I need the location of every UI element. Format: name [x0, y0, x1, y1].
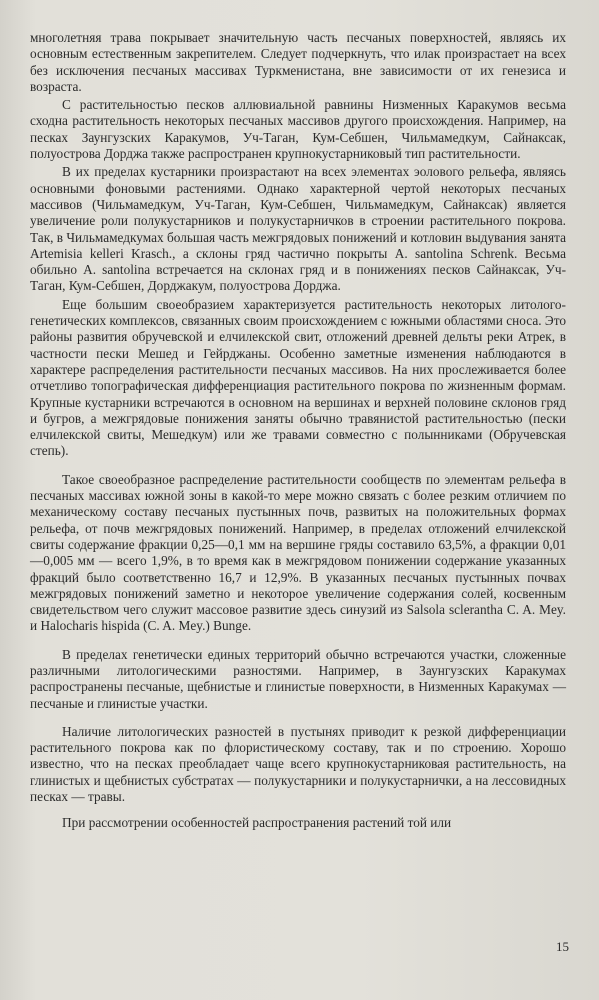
paragraph-2: С растительностью песков аллювиальной равнины Низменных Каракумов весьма сходна растительность некоторых песчаных массивов другого происхождения. Например, на песках Заунгузских Каракумов, Уч-Таган, Кум-Себшен, Чильмамедкум, Сайнаксак, полуострова Дорджа также распространен крупнокустарниковый тип растительности. [30, 97, 566, 162]
page-number: 15 [556, 939, 569, 954]
body-text [30, 30, 566, 832]
paragraph-3: В их пределах кустарники произрастают на всех элементах эолового рельефа, являясь основными фоновыми растениями. Однако характерной чертой некоторых песчаных массивов (Чильмамедкум, Уч-Таган, Кум-Себшен, Чильмамедкум, Сайнаксак) является увеличение роли полукустарников и полукустарничков в строении растительного покрова. Так, в Чильмамедкумах большая часть межгрядовых понижений и котловин выдувания занята Artemisia kelleri Krasch., а склоны гряд частично покрыты A. santolina Schrenk. Весьма обильно A. santolina встречается на склонах гряд и в понижениях песков Сайнаксак, Уч-Таган, Кум-Себшен, Дорджакум, полуострова Дорджа. [30, 164, 566, 294]
paragraph-1: многолетняя трава покрывает значительную часть песчаных поверхностей, являясь их основным естественным закрепителем. Следует подчеркнуть, что илак произрастает на всех без исключения песчаных массивах Туркменистана, вне зависимости от их генезиса и возраста. [30, 30, 566, 94]
paragraph-7: Наличие литологических разностей в пустынях приводит к резкой дифференциации растительного покрова как по флористическому составу, так и по строению. Хорошо известно, что на песках преобладает чаще всего крупнокустарниковая растительность, на глинистых и щебнистых субстратах — полукустарники и полукустарнички, а на лессовидных песках — травы. [30, 723, 566, 805]
paragraph-6: В пределах генетически единых территорий обычно встречаются участки, сложенные различными литологическими разностями. Например, в Заунгузских Каракумах распространены песчаные, щебнистые и глинистые поверхности, в Низменных Каракумах — песчаные и глинистые участки. [30, 646, 566, 711]
paragraph-4: Еще большим своеобразием характеризуется растительность некоторых литолого-генетических комплексов, связанных своим происхождением с южными областями сноса. Это районы развития обручевской и елчилекской свит, отложений древней дельты реки Атрек, в частности пески Мешед и Гейрджаны. Особенно заметные изменения наблюдаются в характере распределения растительности песчаных массивов. На них прослеживается более отчетливо топографическая дифференциация растительного покрова по жизненным формам. Крупные кустарники встречаются в основном на вершинах и верхней половине склонов гряд и бугров, а межгрядовые понижения заняты обычно травянистой растительностью (пески елчилекской свиты, Мешедкум) или же травами совместно с полынниками (Обручевская степь). [30, 296, 566, 459]
paragraph-8: При рассмотрении особенностей распространения растений той или [62, 815, 452, 831]
paragraph-5: Такое своеобразное распределение растительности сообществ по элементам рельефа в песчаных массивах южной зоны в какой-то мере можно связать с более резким отличием по механическому составу песчаных пустынных почв, развитых на положительных формах рельефа, от почв межгрядовых понижений. Например, в пределах отложений елчилекской свиты содержание фракции 0,25—0,1 мм на вершине гряды составило 63,5%, а фракции 0,01—0,005 мм — всего 1,9%, в то время как в межгрядовом понижении содержание указанных фракций было соответственно 16,7 и 12,9%. В указанных песчаных пустынных почвах межгрядовых понижений заметно и некоторое увеличение содержания солей, косвенным свидетельством чего служит массовое развитие здесь синузий из Salsola sclerantha C. A. Mey. и Halocharis hispida (C. A. Mey.) Bunge. [30, 471, 566, 634]
